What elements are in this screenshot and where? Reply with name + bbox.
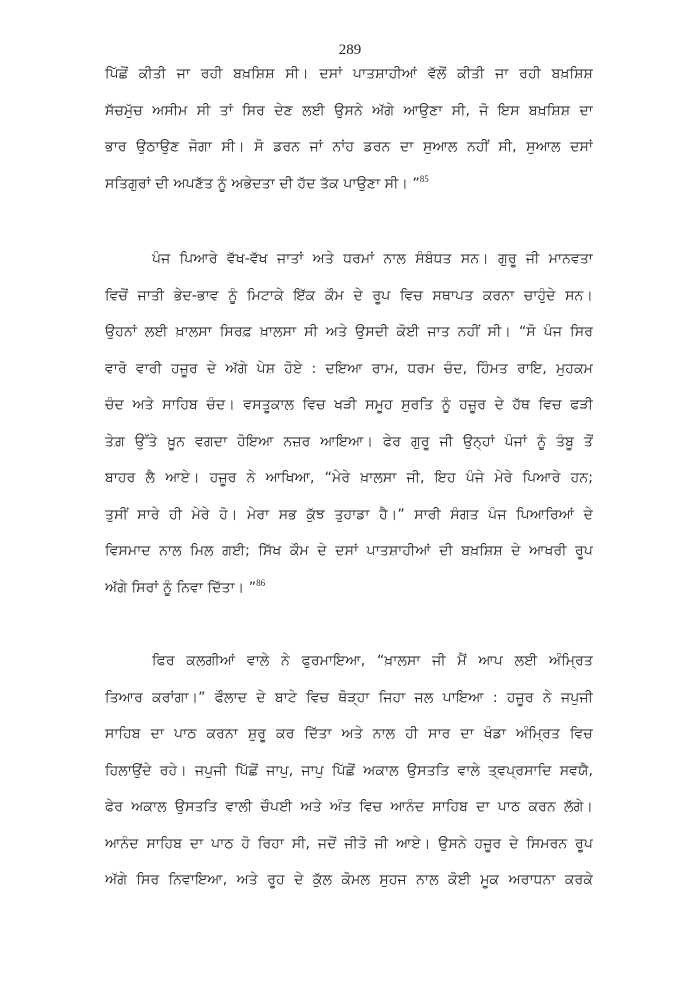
text-line: ਪਿੱਛੋਂ ਕੀਤੀ ਜਾ ਰਹੀ ਬਖ਼ਸ਼ਿਸ਼ ਸੀ। ਦਸਾਂ ਪਾਤਸ਼ਾਹੀਆਂ ਵੱਲੋਂ ਕੀਤੀ ਜਾ ਰਹੀ ਬਖ਼ਸ਼ਿਸ਼ — [105, 66, 593, 82]
text-line: ਹਿਲਾਉਂਦੇ ਰਹੇ। ਜਪੁਜੀ ਪਿੱਛੋਂ ਜਾਪੁ, ਜਾਪੁ ਪਿੱਛੋਂ ਅਕਾਲ ਉਸਤਤਿ ਵਾਲੇ ਤ੍ਵਪ੍ਰਸਾਦਿ ਸਵਯੈ, — [105, 762, 593, 779]
page-number: 289 — [338, 42, 362, 58]
text-line: ਭਾਰ ਉਠਾਉਣ ਜੋਗਾ ਸੀ। ਸੋ ਡਰਨ ਜਾਂ ਨਾਂਹ ਡਰਨ ਦਾ ਸੁਆਲ ਨਹੀਂ ਸੀ, ਸੁਆਲ ਦਸਾਂ — [105, 139, 593, 155]
text-line: ਤੁਸੀਂ ਸਾਰੇ ਹੀ ਮੇਰੇ ਹੋ। ਮੇਰਾ ਸਭ ਕੁੱਝ ਤੁਹਾਡਾ ਹੈ।” ਸਾਰੀ ਸੰਗਤ ਪੰਜ ਪਿਆਰਿਆਂ ਦੇ — [105, 506, 593, 523]
text-line-indented: ਪੰਜ ਪਿਆਰੇ ਵੱਖ-ਵੱਖ ਜਾਤਾਂ ਅਤੇ ਧਰਮਾਂ ਨਾਲ ਸੰਬੰਧਤ ਸਨ। ਗੁਰੂ ਜੀ ਮਾਨਵਤਾ — [152, 251, 593, 267]
text-line: ਅੱਗੇ ਸਿਰ ਨਿਵਾਇਆ, ਅਤੇ ਰੂਹ ਦੇ ਕੁੱਲ ਕੋਮਲ ਸੁਹਜ ਨਾਲ ਕੋਈ ਮੂਕ ਅਰਾਧਨਾ ਕਰਕੇ — [105, 872, 593, 888]
text-line: ਸਾਹਿਬ ਦਾ ਪਾਠ ਕਰਨਾ ਸ਼ੁਰੂ ਕਰ ਦਿੱਤਾ ਅਤੇ ਨਾਲ ਹੀ ਸਾਰ ਦਾ ਖੰਡਾ ਅੰਮ੍ਰਿਤ ਵਿਚ — [105, 726, 593, 742]
paragraph-3 — [105, 643, 593, 899]
text-line: ਬਾਹਰ ਲੈ ਆਏ। ਹਜ਼ੂਰ ਨੇ ਆਖਿਆ, “ਮੇਰੇ ਖ਼ਾਲਸਾ ਜੀ, ਇਹ ਪੰਜੇ ਮੇਰੇ ਪਿਆਰੇ ਹਨ; — [105, 470, 593, 486]
footnote-marker: 86 — [256, 577, 266, 588]
text-line: ਤਿਆਰ ਕਰਾਂਗਾ।” ਫੌਲਾਦ ਦੇ ਬਾਟੇ ਵਿਚ ਥੋੜ੍ਹਾ ਜਿਹਾ ਜਲ ਪਾਇਆ : ਹਜ਼ੂਰ ਨੇ ਜਪੁਜੀ — [105, 689, 593, 706]
text-line — [105, 570, 593, 607]
text-line — [105, 166, 593, 203]
text-line: ਵਿਚੋਂ ਜਾਤੀ ਭੇਦ-ਭਾਵ ਨੂੰ ਮਿਟਾਕੇ ਇੱਕ ਕੌਮ ਦੇ ਰੂਪ ਵਿਚ ਸਥਾਪਤ ਕਰਨਾ ਚਾਹੁੰਦੇ ਸਨ। — [105, 287, 593, 304]
text-line: ਫੇਰ ਅਕਾਲ ਉਸਤਤਿ ਵਾਲੀ ਚੌਪਈ ਅਤੇ ਅੰਤ ਵਿਚ ਆਨੰਦ ਸਾਹਿਬ ਦਾ ਪਾਠ ਕਰਨ ਲੱਗੇ। — [105, 799, 593, 815]
text-line: ਵਿਸਮਾਦ ਨਾਲ ਮਿਲ ਗਈ; ਸਿੱਖ ਕੌਮ ਦੇ ਦਸਾਂ ਪਾਤਸ਼ਾਹੀਆਂ ਦੀ ਬਖ਼ਸ਼ਿਸ਼ ਦੇ ਆਖਰੀ ਰੂਪ — [105, 543, 593, 559]
footnote-marker: 85 — [419, 173, 429, 184]
text-line: ਉਹਨਾਂ ਲਈ ਖ਼ਾਲਸਾ ਸਿਰਫ਼ ਖ਼ਾਲਸਾ ਸੀ ਅਤੇ ਉਸਦੀ ਕੋਈ ਜਾਤ ਨਹੀਂ ਸੀ। “ਸੋ ਪੰਜ ਸਿਰ — [105, 324, 593, 340]
line-text: ਸਤਿਗੁਰਾਂ ਦੀ ਅਪਣੱਤ ਨੂੰ ਅਭੇਦਤਾ ਦੀ ਹੱਦ ਤੱਕ ਪਾਉਣਾ ਸੀ। ” — [105, 175, 420, 192]
text-line: ਵਾਰੋ ਵਾਰੀ ਹਜ਼ੂਰ ਦੇ ਅੱਗੇ ਪੇਸ਼ ਹੋਏ : ਦਇਆ ਰਾਮ, ਧਰਮ ਚੰਦ, ਹਿੰਮਤ ਰਾਇ, ਮੁਹਕਮ — [105, 360, 593, 377]
text-line-indented: ਫਿਰ ਕਲਗੀਆਂ ਵਾਲੇ ਨੇ ਫੁਰਮਾਇਆ, “ਖ਼ਾਲਸਾ ਜੀ ਮੈਂ ਆਪ ਲਈ ਅੰਮ੍ਰਿਤ — [152, 653, 593, 669]
text-line: ਸੱਚਮੁੱਚ ਅਸੀਮ ਸੀ ਤਾਂ ਸਿਰ ਦੇਣ ਲਈ ਉਸਨੇ ਅੱਗੇ ਆਉਣਾ ਸੀ, ਜੋ ਇਸ ਬਖ਼ਸ਼ਿਸ਼ ਦਾ — [105, 102, 593, 119]
paragraph-2 — [105, 241, 593, 606]
text-line: ਆਨੰਦ ਸਾਹਿਬ ਦਾ ਪਾਠ ਹੋ ਰਿਹਾ ਸੀ, ਜਦੋਂ ਜੀਤੋ ਜੀ ਆਏ। ਉਸਨੇ ਹਜ਼ੂਰ ਦੇ ਸਿਮਰਨ ਰੂਪ — [105, 835, 593, 852]
line-text: ਅੱਗੇ ਸਿਰਾਂ ਨੂੰ ਨਿਵਾ ਦਿੱਤਾ। ” — [105, 579, 257, 596]
text-line: ਤੇਗ਼ ਉੱਤੇ ਖ਼ੂਨ ਵਗਦਾ ਹੋਇਆ ਨਜ਼ਰ ਆਇਆ। ਫੇਰ ਗੁਰੂ ਜੀ ਉਨ੍ਹਾਂ ਪੰਜਾਂ ਨੂੰ ਤੰਬੂ ਤੋਂ — [105, 433, 593, 450]
paragraph-1 — [105, 56, 593, 202]
text-line: ਚੰਦ ਅਤੇ ਸਾਹਿਬ ਚੰਦ। ਵਸਤੂਕਾਲ ਵਿਚ ਖੜੀ ਸਮੂਹ ਸੁਰਤਿ ਨੂੰ ਹਜ਼ੂਰ ਦੇ ਹੱਥ ਵਿਚ ਫੜੀ — [105, 397, 593, 413]
